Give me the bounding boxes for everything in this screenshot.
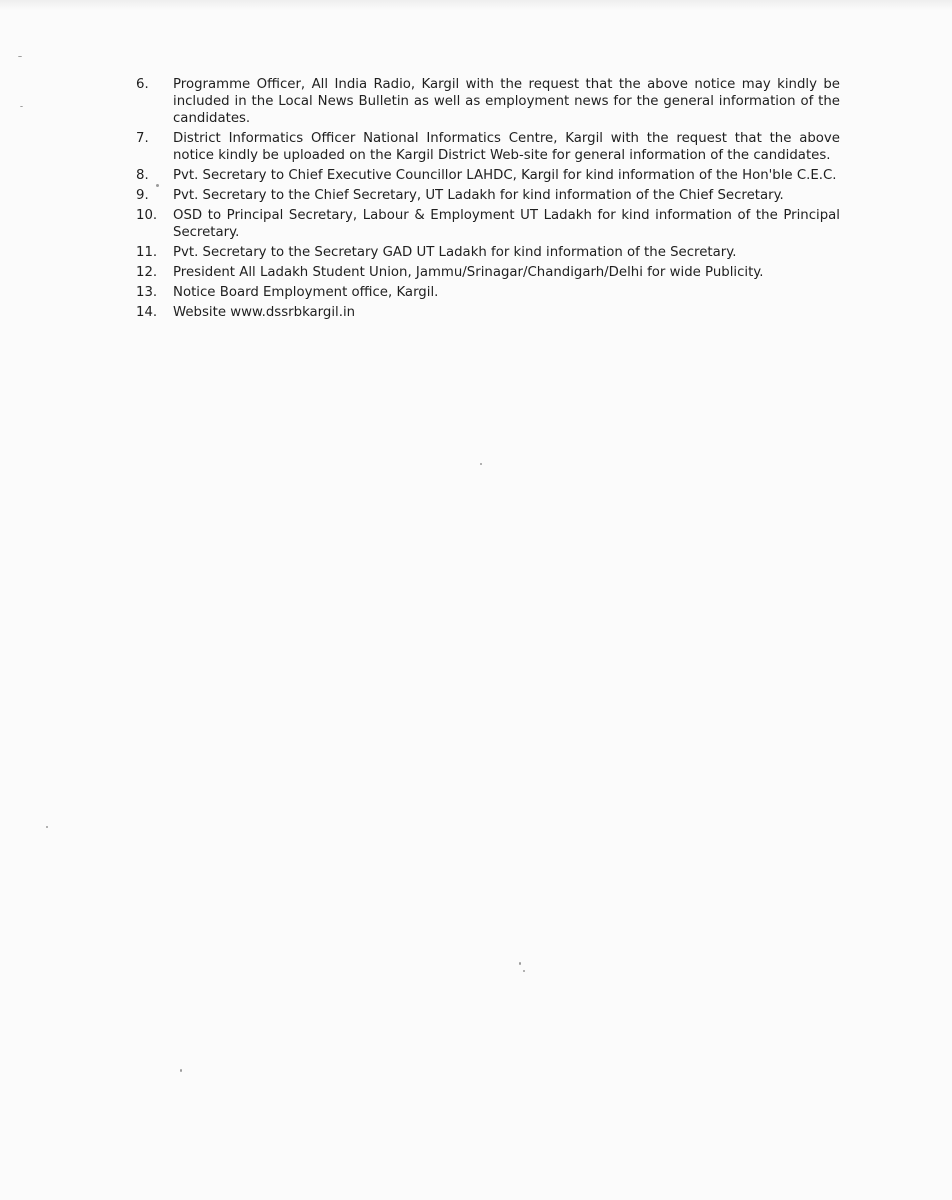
list-item <box>136 130 840 164</box>
list-item <box>136 284 840 301</box>
list-item <box>136 207 840 241</box>
list-item <box>136 244 840 261</box>
item-text: President All Ladakh Student Union, Jammu/Srinagar/Chandigarh/Delhi for wide Publicity. <box>173 265 764 280</box>
scan-speck <box>46 826 48 828</box>
item-number: 12. <box>136 265 158 280</box>
item-number: 8. <box>136 168 149 183</box>
item-text: Pvt. Secretary to the Secretary GAD UT Ladakh for kind information of the Secretary. <box>173 245 737 260</box>
item-number: 11. <box>136 245 158 260</box>
scan-speck <box>20 106 23 107</box>
item-text: Pvt. Secretary to the Chief Secretary, UT Ladakh for kind information of the Chief Secretary. <box>173 188 784 203</box>
item-number: 9. <box>136 188 149 203</box>
scan-speck <box>18 56 22 57</box>
scan-speck <box>519 962 521 965</box>
item-text: Notice Board Employment office, Kargil. <box>173 285 439 300</box>
scan-speck <box>480 463 482 465</box>
item-number: 10. <box>136 208 158 223</box>
item-text: Website www.dssrbkargil.in <box>173 305 356 320</box>
copy-to-list <box>136 76 840 324</box>
list-item <box>136 76 840 127</box>
item-text: OSD to Principal Secretary, Labour & Employment UT Ladakh for kind information of the Principal Secretary. <box>173 208 840 240</box>
scan-speck <box>180 1069 182 1072</box>
item-number: 6. <box>136 77 149 92</box>
item-number: 7. <box>136 131 149 146</box>
list-item <box>136 304 840 321</box>
item-number: 14. <box>136 305 158 320</box>
list-item <box>136 167 840 184</box>
scan-top-edge <box>0 0 952 10</box>
list-item <box>136 264 840 281</box>
scan-speck <box>156 184 159 187</box>
item-text: District Informatics Officer National Informatics Centre, Kargil with the request that the above notice kindly be uploaded on the Kargil District Web-site for general information of the candidates. <box>173 131 840 163</box>
scan-speck <box>523 970 525 972</box>
list-item <box>136 187 840 204</box>
item-text: Programme Officer, All India Radio, Kargil with the request that the above notice may kindly be included in the Local News Bulletin as well as employment news for the general information of the candidates. <box>173 77 840 126</box>
item-text: Pvt. Secretary to Chief Executive Councillor LAHDC, Kargil for kind information of the Hon'ble C.E.C. <box>173 168 837 183</box>
item-number: 13. <box>136 285 158 300</box>
